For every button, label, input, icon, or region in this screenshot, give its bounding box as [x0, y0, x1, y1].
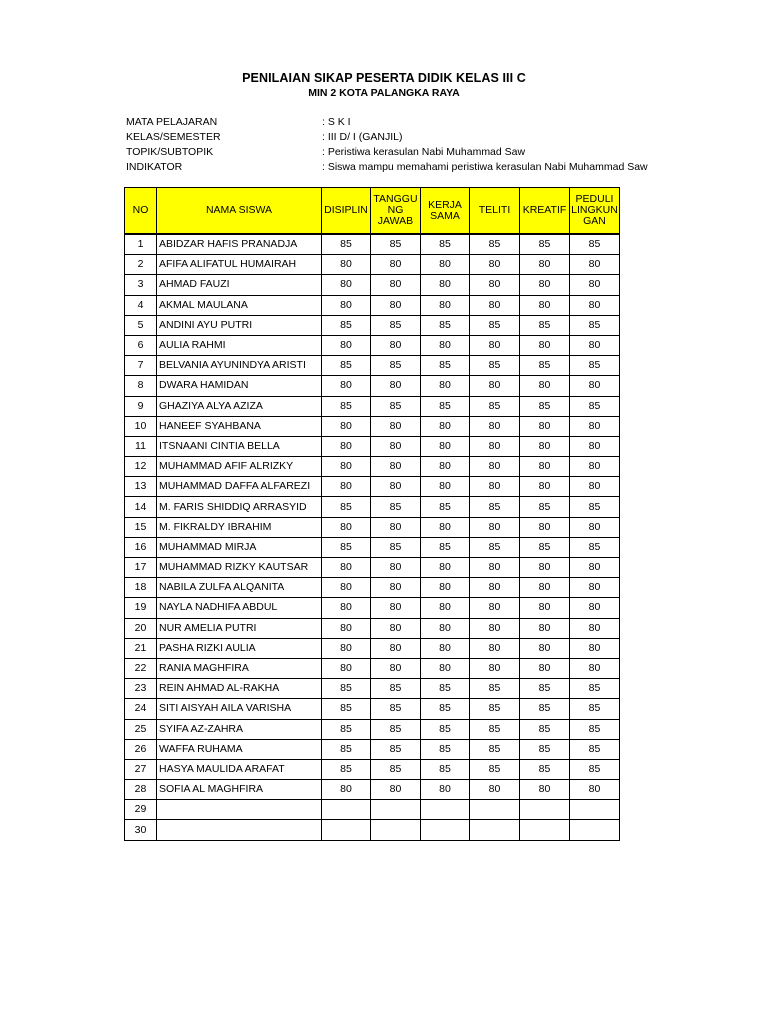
score-cell: 80 [371, 335, 421, 355]
meta-row-class [126, 130, 648, 145]
score-cell: 85 [520, 739, 570, 759]
score-cell [520, 820, 570, 840]
score-cell: 85 [421, 699, 470, 719]
score-cell [421, 800, 470, 820]
score-cell: 80 [520, 255, 570, 275]
score-cell: 85 [371, 537, 421, 557]
score-cell: 85 [520, 356, 570, 376]
score-cell: 80 [520, 295, 570, 315]
score-cell: 80 [322, 780, 371, 800]
score-cell: 80 [570, 376, 620, 396]
meta-label: MATA PELAJARAN [126, 116, 218, 128]
score-cell: 80 [570, 255, 620, 275]
score-cell: 80 [421, 780, 470, 800]
student-name: AKMAL MAULANA [157, 295, 322, 315]
row-number: 15 [125, 517, 157, 537]
score-cell: 80 [371, 457, 421, 477]
score-cell: 85 [570, 537, 620, 557]
student-name: BELVANIA AYUNINDYA ARISTI [157, 356, 322, 376]
score-cell: 85 [520, 679, 570, 699]
score-cell: 85 [421, 759, 470, 779]
column-header-no: NO [125, 188, 157, 235]
table-body [125, 234, 620, 840]
score-cell: 80 [520, 638, 570, 658]
score-cell: 80 [570, 558, 620, 578]
score-cell: 80 [371, 275, 421, 295]
score-cell: 80 [470, 275, 520, 295]
student-name: M. FARIS SHIDDIQ ARRASYID [157, 497, 322, 517]
score-cell: 80 [322, 517, 371, 537]
student-name: NABILA ZULFA ALQANITA [157, 578, 322, 598]
score-cell: 80 [570, 335, 620, 355]
score-cell: 80 [470, 658, 520, 678]
row-number: 22 [125, 658, 157, 678]
score-cell: 85 [322, 497, 371, 517]
score-cell: 80 [520, 416, 570, 436]
student-name: MUHAMMAD RIZKY KAUTSAR [157, 558, 322, 578]
score-cell: 80 [470, 618, 520, 638]
row-number: 25 [125, 719, 157, 739]
score-cell: 80 [371, 618, 421, 638]
score-cell: 80 [322, 658, 371, 678]
score-cell: 80 [371, 436, 421, 456]
student-name: MUHAMMAD DAFFA ALFAREZI [157, 477, 322, 497]
table-row [125, 234, 620, 255]
score-cell: 80 [470, 638, 520, 658]
score-cell: 80 [470, 598, 520, 618]
column-header-environment: PEDULI LINGKUN GAN [570, 188, 620, 235]
score-cell: 80 [322, 275, 371, 295]
page-subtitle: MIN 2 KOTA PALANGKA RAYA [308, 87, 460, 99]
score-cell: 80 [520, 658, 570, 678]
score-cell: 85 [470, 356, 520, 376]
row-number: 17 [125, 558, 157, 578]
score-cell: 80 [520, 780, 570, 800]
row-number: 30 [125, 820, 157, 840]
meta-label: INDIKATOR [126, 161, 183, 173]
column-header-thoroughness: TELITI [470, 188, 520, 235]
meta-value: : Siswa mampu memahami peristiwa kerasulan Nabi Muhammad Saw [322, 161, 648, 173]
table-row [125, 376, 620, 396]
score-cell: 80 [570, 457, 620, 477]
table-row [125, 618, 620, 638]
score-cell: 85 [421, 356, 470, 376]
score-cell: 85 [520, 497, 570, 517]
score-cell: 80 [470, 376, 520, 396]
score-cell: 80 [421, 477, 470, 497]
student-name: M. FIKRALDY IBRAHIM [157, 517, 322, 537]
student-name: HANEEF SYAHBANA [157, 416, 322, 436]
table-row [125, 255, 620, 275]
score-cell [570, 800, 620, 820]
score-cell: 80 [570, 658, 620, 678]
score-cell: 80 [371, 658, 421, 678]
score-cell: 80 [421, 436, 470, 456]
score-cell: 80 [371, 517, 421, 537]
score-cell: 85 [322, 719, 371, 739]
meta-block [126, 115, 648, 175]
score-cell: 80 [371, 416, 421, 436]
score-cell: 80 [421, 558, 470, 578]
table-row [125, 477, 620, 497]
score-cell: 85 [570, 739, 620, 759]
student-name: ABIDZAR HAFIS PRANADJA [157, 234, 322, 255]
score-cell: 80 [371, 780, 421, 800]
table-row [125, 497, 620, 517]
score-cell: 85 [570, 679, 620, 699]
table-row [125, 335, 620, 355]
score-cell: 80 [421, 457, 470, 477]
score-cell: 80 [322, 477, 371, 497]
score-cell: 80 [322, 376, 371, 396]
column-header-teamwork: KERJA SAMA [421, 188, 470, 235]
table-row [125, 679, 620, 699]
score-cell: 85 [470, 739, 520, 759]
student-name: PASHA RIZKI AULIA [157, 638, 322, 658]
student-name: MUHAMMAD MIRJA [157, 537, 322, 557]
student-name [157, 800, 322, 820]
score-cell: 80 [371, 558, 421, 578]
score-cell: 80 [470, 457, 520, 477]
score-cell: 80 [322, 638, 371, 658]
score-cell: 85 [520, 396, 570, 416]
score-cell: 80 [421, 618, 470, 638]
score-cell: 85 [371, 699, 421, 719]
score-cell: 80 [470, 416, 520, 436]
score-cell: 85 [371, 739, 421, 759]
score-cell: 85 [570, 396, 620, 416]
score-cell: 85 [470, 315, 520, 335]
score-cell: 85 [421, 396, 470, 416]
table-row [125, 739, 620, 759]
table-row [125, 295, 620, 315]
score-cell: 80 [520, 598, 570, 618]
row-number: 14 [125, 497, 157, 517]
score-cell: 80 [520, 558, 570, 578]
student-name: ANDINI AYU PUTRI [157, 315, 322, 335]
meta-row-subject [126, 115, 648, 130]
score-cell: 85 [322, 699, 371, 719]
meta-row-topic [126, 145, 648, 160]
score-cell: 80 [322, 335, 371, 355]
score-cell: 80 [371, 598, 421, 618]
column-header-responsibility: TANGGU NG JAWAB [371, 188, 421, 235]
score-cell: 85 [421, 497, 470, 517]
student-name: GHAZIYA ALYA AZIZA [157, 396, 322, 416]
table-row [125, 457, 620, 477]
row-number: 20 [125, 618, 157, 638]
score-cell: 80 [570, 598, 620, 618]
score-cell: 85 [322, 537, 371, 557]
score-cell [470, 820, 520, 840]
score-cell: 85 [371, 356, 421, 376]
score-cell: 80 [470, 477, 520, 497]
score-cell: 85 [570, 699, 620, 719]
score-cell: 85 [371, 497, 421, 517]
score-cell: 85 [520, 315, 570, 335]
score-cell: 85 [371, 719, 421, 739]
score-cell: 85 [421, 537, 470, 557]
score-cell: 85 [322, 759, 371, 779]
score-cell: 80 [421, 658, 470, 678]
score-cell: 80 [371, 638, 421, 658]
row-number: 7 [125, 356, 157, 376]
student-name: NUR AMELIA PUTRI [157, 618, 322, 638]
score-cell: 85 [470, 699, 520, 719]
score-cell: 80 [371, 295, 421, 315]
student-name: AULIA RAHMI [157, 335, 322, 355]
score-cell [371, 820, 421, 840]
table-row [125, 537, 620, 557]
score-cell: 80 [322, 578, 371, 598]
score-cell: 80 [470, 558, 520, 578]
score-cell: 85 [421, 315, 470, 335]
page-title: PENILAIAN SIKAP PESERTA DIDIK KELAS III C [242, 71, 526, 85]
score-cell: 85 [470, 234, 520, 255]
score-cell: 80 [520, 376, 570, 396]
score-cell: 85 [322, 234, 371, 255]
row-number: 6 [125, 335, 157, 355]
score-cell: 85 [570, 356, 620, 376]
score-cell: 85 [520, 537, 570, 557]
table-row [125, 719, 620, 739]
score-cell: 85 [470, 759, 520, 779]
row-number: 8 [125, 376, 157, 396]
table-row [125, 315, 620, 335]
row-number: 23 [125, 679, 157, 699]
score-cell: 85 [322, 739, 371, 759]
column-header-discipline: DISIPLIN [322, 188, 371, 235]
score-cell: 85 [421, 739, 470, 759]
score-cell: 80 [470, 335, 520, 355]
row-number: 27 [125, 759, 157, 779]
score-cell: 80 [520, 578, 570, 598]
table-row [125, 658, 620, 678]
score-cell: 85 [421, 719, 470, 739]
score-cell: 80 [371, 578, 421, 598]
score-cell: 85 [570, 759, 620, 779]
assessment-table [124, 187, 620, 841]
score-cell: 80 [470, 517, 520, 537]
table-row [125, 578, 620, 598]
score-cell: 85 [470, 497, 520, 517]
row-number: 4 [125, 295, 157, 315]
score-cell: 80 [570, 275, 620, 295]
score-cell: 80 [371, 376, 421, 396]
score-cell: 85 [322, 679, 371, 699]
table-row [125, 638, 620, 658]
score-cell: 80 [520, 275, 570, 295]
score-cell: 80 [570, 416, 620, 436]
row-number: 18 [125, 578, 157, 598]
meta-value: : S K I [322, 116, 351, 128]
table-row [125, 598, 620, 618]
score-cell: 85 [470, 396, 520, 416]
score-cell: 85 [570, 497, 620, 517]
student-name: AFIFA ALIFATUL HUMAIRAH [157, 255, 322, 275]
student-name: ITSNAANI CINTIA BELLA [157, 436, 322, 456]
score-cell: 85 [570, 719, 620, 739]
score-cell: 80 [470, 295, 520, 315]
meta-label: TOPIK/SUBTOPIK [126, 146, 214, 158]
score-cell: 85 [470, 679, 520, 699]
student-name: RANIA MAGHFIRA [157, 658, 322, 678]
student-name: WAFFA RUHAMA [157, 739, 322, 759]
student-name [157, 820, 322, 840]
student-name: REIN AHMAD AL-RAKHA [157, 679, 322, 699]
score-cell [421, 820, 470, 840]
score-cell [570, 820, 620, 840]
table-row [125, 416, 620, 436]
table-row [125, 800, 620, 820]
table-row [125, 699, 620, 719]
score-cell: 80 [421, 295, 470, 315]
score-cell: 80 [470, 436, 520, 456]
meta-value: : Peristiwa kerasulan Nabi Muhammad Saw [322, 146, 526, 158]
score-cell: 85 [371, 234, 421, 255]
score-cell: 80 [421, 638, 470, 658]
score-cell [322, 820, 371, 840]
score-cell: 80 [421, 335, 470, 355]
student-name: HASYA MAULIDA ARAFAT [157, 759, 322, 779]
score-cell: 80 [470, 780, 520, 800]
row-number: 1 [125, 234, 157, 255]
score-cell: 80 [322, 618, 371, 638]
row-number: 29 [125, 800, 157, 820]
score-cell: 85 [520, 234, 570, 255]
score-cell [470, 800, 520, 820]
score-cell: 80 [570, 638, 620, 658]
score-cell: 80 [371, 477, 421, 497]
row-number: 10 [125, 416, 157, 436]
score-cell: 80 [570, 780, 620, 800]
score-cell: 80 [520, 335, 570, 355]
table-row [125, 436, 620, 456]
score-cell [520, 800, 570, 820]
score-cell: 85 [520, 699, 570, 719]
column-header-name: NAMA SISWA [157, 188, 322, 235]
student-name: AHMAD FAUZI [157, 275, 322, 295]
score-cell: 80 [570, 295, 620, 315]
score-cell: 80 [520, 436, 570, 456]
score-cell: 80 [322, 295, 371, 315]
score-cell: 80 [421, 376, 470, 396]
score-cell [371, 800, 421, 820]
student-name: SYIFA AZ-ZAHRA [157, 719, 322, 739]
score-cell: 85 [520, 759, 570, 779]
meta-row-indicator [126, 160, 648, 175]
score-cell: 85 [322, 356, 371, 376]
student-name: SOFIA AL MAGHFIRA [157, 780, 322, 800]
score-cell: 80 [322, 436, 371, 456]
row-number: 9 [125, 396, 157, 416]
score-cell: 85 [421, 679, 470, 699]
table-row [125, 780, 620, 800]
score-cell: 80 [322, 416, 371, 436]
score-cell: 85 [322, 396, 371, 416]
score-cell: 80 [520, 477, 570, 497]
score-cell: 80 [570, 517, 620, 537]
score-cell: 85 [371, 396, 421, 416]
meta-label: KELAS/SEMESTER [126, 131, 221, 143]
student-name: DWARA HAMIDAN [157, 376, 322, 396]
score-cell: 85 [570, 234, 620, 255]
row-number: 24 [125, 699, 157, 719]
score-cell: 80 [421, 255, 470, 275]
score-cell [322, 800, 371, 820]
table-row [125, 820, 620, 840]
table-row [125, 275, 620, 295]
row-number: 5 [125, 315, 157, 335]
score-cell: 80 [520, 517, 570, 537]
table-row [125, 517, 620, 537]
score-cell: 80 [520, 618, 570, 638]
row-number: 3 [125, 275, 157, 295]
score-cell: 85 [371, 315, 421, 335]
score-cell: 80 [570, 436, 620, 456]
row-number: 2 [125, 255, 157, 275]
table-row [125, 759, 620, 779]
score-cell: 80 [322, 598, 371, 618]
score-cell: 80 [322, 558, 371, 578]
score-cell: 85 [470, 719, 520, 739]
score-cell: 85 [421, 234, 470, 255]
score-cell: 80 [421, 598, 470, 618]
table-row [125, 396, 620, 416]
score-cell: 80 [520, 457, 570, 477]
column-header-creativity: KREATIF [520, 188, 570, 235]
score-cell: 85 [322, 315, 371, 335]
table-row [125, 558, 620, 578]
score-cell: 80 [421, 517, 470, 537]
score-cell: 80 [570, 578, 620, 598]
score-cell: 80 [570, 618, 620, 638]
table-header-row [125, 188, 620, 235]
score-cell: 85 [520, 719, 570, 739]
row-number: 21 [125, 638, 157, 658]
row-number: 16 [125, 537, 157, 557]
student-name: MUHAMMAD AFIF ALRIZKY [157, 457, 322, 477]
score-cell: 80 [570, 477, 620, 497]
score-cell: 80 [421, 416, 470, 436]
score-cell: 85 [371, 759, 421, 779]
meta-value: : III D/ I (GANJIL) [322, 131, 403, 143]
score-cell: 80 [470, 255, 520, 275]
row-number: 12 [125, 457, 157, 477]
row-number: 11 [125, 436, 157, 456]
row-number: 13 [125, 477, 157, 497]
student-name: SITI AISYAH AILA VARISHA [157, 699, 322, 719]
row-number: 26 [125, 739, 157, 759]
score-cell: 80 [322, 255, 371, 275]
score-cell: 85 [470, 537, 520, 557]
row-number: 19 [125, 598, 157, 618]
score-cell: 85 [570, 315, 620, 335]
student-name: NAYLA NADHIFA ABDUL [157, 598, 322, 618]
row-number: 28 [125, 780, 157, 800]
score-cell: 80 [371, 255, 421, 275]
score-cell: 80 [470, 578, 520, 598]
score-cell: 80 [421, 578, 470, 598]
score-cell: 80 [421, 275, 470, 295]
table-row [125, 356, 620, 376]
score-cell: 85 [371, 679, 421, 699]
score-cell: 80 [322, 457, 371, 477]
